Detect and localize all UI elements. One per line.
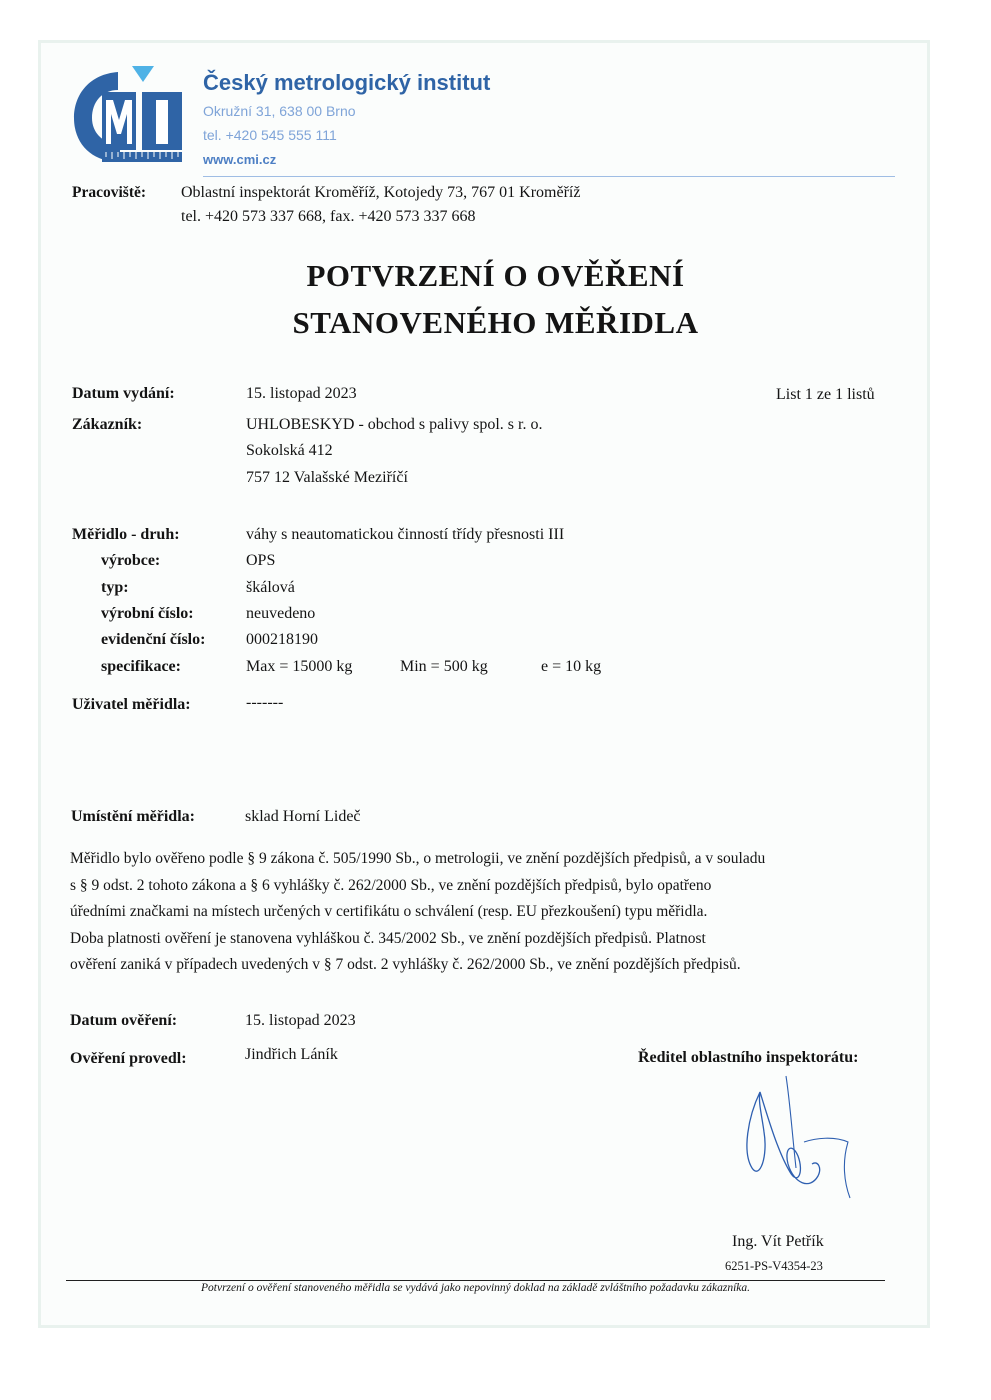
customer-city: 757 12 Valašské Meziříčí [246, 469, 408, 486]
location-value: sklad Horní Lideč [245, 808, 361, 825]
document-code: 6251-PS-V4354-23 [725, 1259, 823, 1273]
instrument-type-label: Měřidlo - druh: [72, 526, 180, 543]
institute-phone: tel. +420 545 555 111 [203, 127, 337, 143]
workplace-label: Pracoviště: [72, 184, 147, 201]
header-divider [203, 176, 895, 177]
document-title-line2: STANOVENÉHO MĚŘIDLA [292, 305, 699, 340]
legal-statement [70, 846, 900, 979]
customer-name: UHLOBESKYD - obchod s palivy spol. s r. o. [246, 416, 543, 433]
serial-number-value: neuvedeno [246, 605, 316, 622]
customer-street: Sokolská 412 [246, 442, 333, 459]
institute-name: Český metrologický institut [203, 70, 491, 95]
verification-date-label: Datum ověření: [70, 1012, 178, 1029]
footer-note: Potvrzení o ověření stanoveného měřidla se vydává jako nepovinný doklad na základě zvláštního požadavku zákazníka. [201, 1282, 750, 1294]
issue-date-label: Datum vydání: [72, 385, 175, 402]
sheet-count: List 1 ze 1 listů [776, 386, 875, 403]
document-title-line1: POTVRZENÍ O OVĚŘENÍ [306, 258, 685, 293]
statement-line: úředními značkami na místech určených v certifikátu o schválení (resp. EU přezkoušení) typu měřidla. [70, 903, 708, 920]
verified-by-label: Ověření provedl: [70, 1050, 187, 1067]
statement-line: Doba platnosti ověření je stanovena vyhláškou č. 345/2002 Sb., ve znění pozdějších předpisů. Platnost [70, 929, 706, 947]
workplace-address: Oblastní inspektorát Kroměříž, Kotojedy 73, 767 01 Kroměříž [181, 184, 581, 201]
spec-scale-interval: e = 10 kg [541, 658, 602, 675]
manufacturer-value: OPS [246, 552, 276, 569]
serial-number-label: výrobní číslo: [101, 605, 194, 622]
customer-label: Zákazník: [72, 416, 143, 433]
instrument-type-value: váhy s neautomatickou činností třídy přesnosti III [246, 526, 565, 543]
spec-max: Max = 15000 kg [246, 658, 353, 675]
model-value: škálová [246, 579, 295, 596]
model-label: typ: [101, 579, 129, 596]
statement-line: s § 9 odst. 2 tohoto zákona a § 6 vyhlášky č. 262/2000 Sb., ve znění pozdějších předpisů, bylo opatřeno [70, 876, 712, 894]
statement-line: Měřidlo bylo ověřeno podle § 9 zákona č. 505/1990 Sb., o metrologii, ve znění pozdějších předpisů, a v souladu [70, 850, 766, 867]
specification-label: specifikace: [101, 658, 181, 675]
issue-date-value: 15. listopad 2023 [246, 385, 357, 402]
cmi-logo [72, 64, 184, 168]
spec-min: Min = 500 kg [400, 658, 488, 675]
registry-number-label: evidenční číslo: [101, 631, 206, 648]
location-label: Umístění měřidla: [71, 808, 195, 825]
footer-divider [66, 1280, 885, 1281]
director-name: Ing. Vít Petřík [732, 1233, 824, 1250]
workplace-contact: tel. +420 573 337 668, fax. +420 573 337 668 [181, 208, 476, 225]
registry-number-value: 000218190 [246, 631, 318, 648]
director-label: Ředitel oblastního inspektorátu: [638, 1049, 859, 1066]
signature [738, 1072, 858, 1207]
instrument-user-value: ------- [246, 694, 284, 711]
institute-address: Okružní 31, 638 00 Brno [203, 103, 356, 119]
statement-line: ověření zaniká v případech uvedených v § 7 odst. 2 vyhlášky č. 262/2000 Sb., ve znění pozdějších předpisů. [70, 956, 741, 973]
manufacturer-label: výrobce: [101, 552, 161, 569]
instrument-user-label: Uživatel měřidla: [72, 696, 191, 713]
verified-by-value: Jindřich Láník [245, 1046, 338, 1063]
verification-date-value: 15. listopad 2023 [245, 1012, 356, 1029]
institute-website[interactable]: www.cmi.cz [203, 152, 277, 167]
